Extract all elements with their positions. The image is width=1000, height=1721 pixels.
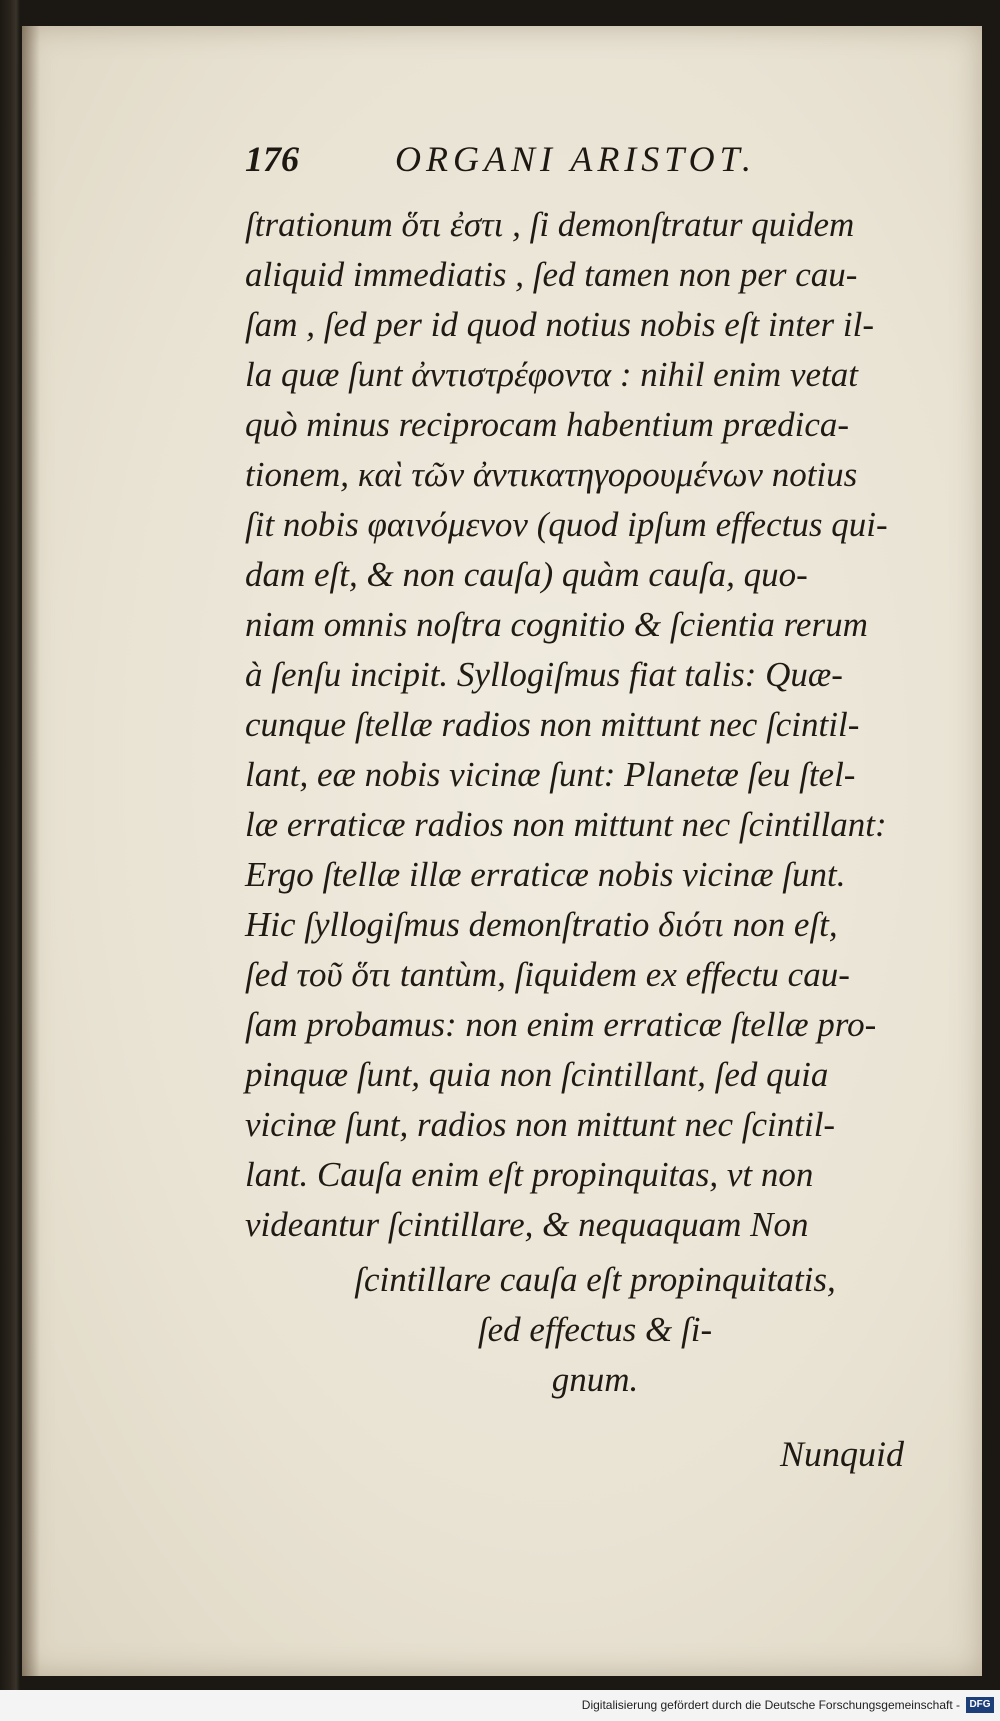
closing-line: ſed effectus & ſi- [477,1310,713,1349]
catchword: Nunquid [780,1434,905,1474]
closing-line: gnum. [551,1360,639,1399]
page-header [245,138,865,188]
dfg-logo: DFG [966,1697,994,1713]
text-line: pinquæ ſunt, quia non ſcintillant, ſed quia [245,1055,829,1094]
text-line: læ erraticæ radios non mittunt nec ſcintillant: [245,805,887,844]
text-line: vicinæ ſunt, radios non mittunt nec ſcintil- [245,1105,836,1144]
text-line: à ſenſu incipit. Syllogiſmus fiat talis: Quæ- [245,655,843,694]
closing-line: ſcintillare cauſa eſt propinquitatis, [354,1260,836,1299]
text-line: lant, eæ nobis vicinæ ſunt: Planetæ ſeu ſtel- [245,755,856,794]
text-line: ſed τοῦ ὅτι tantùm, ſiquidem ex effectu cau- [245,955,850,994]
text-line: ſam probamus: non enim erraticæ ſtellæ pro- [245,1005,877,1044]
text-line: quò minus reciprocam habentium prædica- [245,405,850,444]
text-line: cunque ſtellæ radios non mittunt nec ſcintil- [245,705,860,744]
text-line: Ergo ſtellæ illæ erraticæ nobis vicinæ ſunt. [245,855,846,894]
page-gutter-shadow [22,26,40,1676]
text-line: videantur ſcintillare, & nequaquam Non [245,1205,809,1244]
text-line: tionem, καὶ τῶν ἀντικατηγορουμένων notius [245,455,858,494]
page-number: 176 [245,139,299,179]
text-line: ſit nobis φαινόμενον (quod ipſum effectus qui- [245,505,888,544]
text-line: Hic ſyllogiſmus demonſtratio διότι non eſt, [245,905,838,944]
text-line: la quæ ſunt ἀντιστρέφοντα : nihil enim vetat [245,355,858,394]
digitization-footer [0,1690,1000,1721]
funding-credit: Digitalisierung gefördert durch die Deutsche Forschungsgemeinschaft - [581,1698,960,1712]
text-line: ſtrationum ὅτι ἐστι , ſi demonſtratur quidem [245,205,855,244]
text-line: ſam , ſed per id quod notius nobis eſt inter il- [245,305,874,344]
text-line: dam eſt, & non cauſa) quàm cauſa, quo- [245,555,808,594]
text-line: aliquid immediatis , ſed tamen non per cau- [245,255,858,294]
running-title: ORGANI ARISTOT. [395,139,757,179]
text-line: lant. Cauſa enim eſt propinquitas, vt non [245,1155,814,1194]
text-line: niam omnis noſtra cognitio & ſcientia rerum [245,605,868,644]
